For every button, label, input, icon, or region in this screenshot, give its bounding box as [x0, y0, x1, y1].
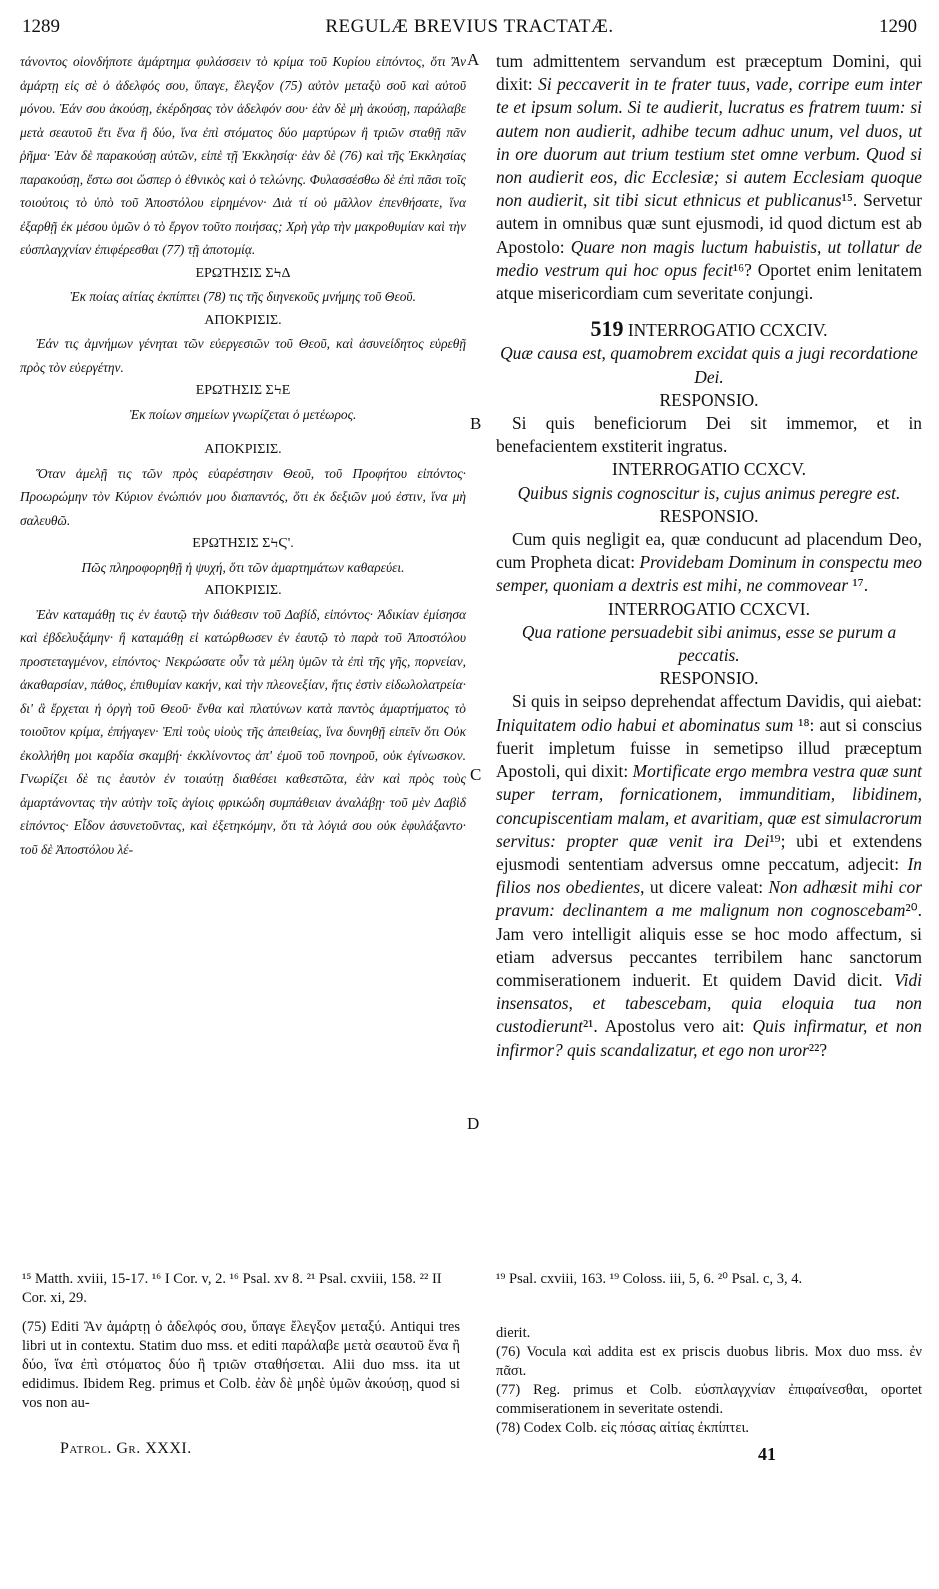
latin-question-heading-294: 519 INTERROGATIO CCXCIV.: [590, 316, 828, 342]
latin-response-heading-294: RESPONSIO.: [659, 389, 759, 410]
note-77: (77) Reg. primus et Colb. εὐσπλαγχνίαν ἐπιφαίνεσθαι, oportet commiserationem in severitate ostendi.: [496, 1382, 922, 1417]
greek-paragraph-1: τάνοντος οἱονδήποτε ἁμάρτημα φυλάσσειν τὸ κρίμα τοῦ Κυρίου εἰπόντος, ὅτι Ἂν ἁμάρτῃ εἰς σὲ ὁ ἀδελφός σου, ὕπαγε, ἔλεγξον (75) αὐτὸν μεταξὺ σοῦ καὶ αὐτοῦ μόνου. Ἐάν σου ἀκούσῃ, ἐκέρδησας τὸν ἀδελφόν σου· ἐὰν δὲ μὴ ἀκούσῃ, παράλαβε μετὰ σεαυτοῦ ἔτι ἕνα ἢ δύο, ἵνα ἐπὶ στόματος δύο μαρτύρων ἢ τριῶν σταθῇ πᾶν ῥῆμα· Ἐὰν δὲ παρακούσῃ αὐτῶν, εἰπὲ τῇ Ἐκκλησίᾳ· ἐὰν δὲ (76) καὶ τῆς Ἐκκλησίας παρακούσῃ, ἔστω σοι ὥσπερ ὁ ἐθνικὸς καὶ ὁ τελώνης. Φυλασσέσθω δὲ ἐπὶ πᾶσι τοῖς τοιούτοις τὸ ὑπὸ τοῦ Ἀποστόλου εἰρημένον· Διὰ τί οὐ μᾶλλον ἐπενθήσατε, ἵνα ἐξαρθῇ ἐκ μέσου ὑμῶν ὁ τὸ ἔργον τοῦτο ποιήσας; Χρὴ γὰρ τὴν μακροθυμίαν καὶ τὴν εὐσπλαγχνίαν ἐπιφέρεσθαι (77) τῇ ἀποτομίᾳ.: [20, 54, 466, 257]
section-number: 519: [590, 316, 624, 342]
running-title: REGULÆ BREVIUS TRACTATÆ.: [325, 16, 614, 37]
latin-answer-294: Si quis beneficiorum Dei sit immemor, et in benefacientem exstiterit ingratus.: [496, 413, 922, 457]
margin-letter-d: D: [467, 1114, 480, 1133]
margin-letter-a: A: [467, 50, 480, 69]
greek-question-heading-296: ΕΡΩΤΗΣΙΣ ΣϞϚ'.: [192, 536, 294, 551]
note-75: (75) Editi Ἂν ἁμάρτῃ ὁ ἀδελφός σου, ὕπαγε ἔλεγξον μεταξύ. Antiqui tres libri ut in contextu. Statim duo mss. et editi παράλαβε μετὰ σεαυτοῦ ἕνα ἢ δύο, ἵνα ἐπὶ στόματος δύο ἢ τριῶν σταθήσεται. Alii duo mss. ita ut edidimus. Ibidem Reg. primus et Colb. ἐὰν δὲ μηδὲ ὑμῶν ἀκούσῃ, quod si vos non au-: [22, 1319, 460, 1411]
greek-question-heading-294: ΕΡΩΤΗΣΙΣ ΣϞΔ: [195, 265, 291, 281]
latin-answer-296: Si quis in seipso deprehendat affectum Davidis, qui aiebat: Iniquitatem odio habui et abominatus sum ¹⁸: aut si conscius fuerit impletum fuisse in semetipso illud præceptum Apostoli, qui dixit: Mortificate ergo membra vestra quæ sunt super terram, fornicationem, immunditiam, libidinem, concupiscentiam malam, et avaritiam, quæ est simulacrorum servitus: propter quæ venit ira Dei¹⁹; ubi et extendens ejusmodi sententiam adversus omne peccatum, adjecit: In filios nos obedientes, ut dicere valeat: Non adhæsit mihi cor pravum: declinantem a me malignum non cognoscebam²⁰. Jam vero intelligit aliquis esse se hoc modo affectum, si etiam adversus peccantes terribilem hanc sanctorum commiserationem induerit. Et quidem David dicit. Vidi insensatos, et tabescebam, quia eloquia tua non custodierunt²¹. Apostolus vero ait: Quis infirmatur, et non infirmor? quis scandalizatur, et ego non uror²²?: [496, 691, 922, 1060]
margin-letter-b: B: [470, 414, 482, 433]
editor-notes-left: [22, 1318, 460, 1413]
latin-question-heading-295: INTERROGATIO CCXCV.: [612, 459, 806, 480]
note-76: (76) Vocula καὶ addita est ex priscis duobus libris. Mox duo mss. ἐν πᾶσι.: [496, 1344, 922, 1379]
latin-question-294: Quæ causa est, quamobrem excidat quis a jugi recordatione Dei.: [500, 343, 918, 387]
gathering-number: 41: [758, 1444, 776, 1464]
latin-answer-295: Cum quis negligit ea, quæ conducunt ad placendum Deo, cum Propheta dicat: Providebam Dominum in conspectu meo semper, quoniam a dextris est mihi, ne commovear ¹⁷.: [496, 529, 922, 596]
latin-column: [496, 50, 922, 1062]
greek-response-heading-295: ΑΠΟΚΡΙΣΙΣ.: [204, 442, 282, 457]
right-page-number: 1290: [879, 16, 917, 37]
margin-letter-c: C: [470, 765, 482, 784]
editor-notes-right: [496, 1324, 922, 1438]
latin-response-heading-295: RESPONSIO.: [659, 505, 759, 526]
greek-answer-296: Ἐὰν καταμάθῃ τις ἐν ἑαυτῷ τὴν διάθεσιν τοῦ Δαβίδ, εἰπόντος· Ἀδικίαν ἐμίσησα καὶ ἐβδελυξάμην· ἢ καταμάθῃ εἰ κατώρθωσεν ἐν ἑαυτῷ τὸ παρὰ τοῦ Ἀποστόλου προστεταγμένον, εἰπόντος· Νεκρώσατε οὖν τὰ μέλη ὑμῶν τὰ ἐπὶ τῆς γῆς, πορνείαν, ἀκαθαρσίαν, πάθος, ἐπιθυμίαν κακήν, καὶ τὴν πλεονεξίαν, ἥτις ἐστὶν εἰδωλολατρεία· δι' ἃ ἔρχεται ἡ ὀργὴ τοῦ Θεοῦ· ἔνθα καὶ πλατύνων κατὰ παντὸς ἁμαρτήματος τὸ τοιοῦτον κρίμα, ἐπήγαγεν· Ἐπὶ τοὺς υἱοὺς τῆς ἀπειθείας, ἵνα δυνηθῇ εἰπεῖν ὅτι Οὐκ ἐκολλήθη μοι καρδία σκαμβή· ἐκκλίνοντος ἀπ' ἐμοῦ τοῦ πονηροῦ, οὐκ ἐγίνωσκον. Γνωρίζει δὲ τις ἑαυτὸν ἐν τοιαύτῃ διαθέσει καθεστῶτα, ἐὰν καὶ πρὸς τοὺς ἁμαρτάνοντας τὴν αὐτὴν τοῖς ἁγίοις φρικώδη συμπάθειαν ἀναλάβῃ· τοῦ μὲν Δαβὶδ εἰπόντος· Εἶδον ἀσυνετοῦντας, καὶ ἐξετηκόμην, ὅτι τὰ λόγιά σου οὐκ ἐφυλάξαντο· τοῦ δὲ Ἀποστόλου λέ-: [20, 606, 466, 857]
latin-response-heading-296: RESPONSIO.: [659, 668, 759, 689]
latin-paragraph-1: tum admittentem servandum est præceptum Domini, qui dixit: Si peccaverit in te frater tuus, vade, corripe eum inter te et ipsum solum. Si te audierit, lucratus es fratrem tuum: si autem non audierit, adhibe tecum adhuc unum, vel duos, ut in ore duorum aut trium testium stet omne verbum. Quod si non audierit eos, dic Ecclesiæ; si autem Ecclesiam quoque non audierit, sit tibi sicut ethnicus et publicanus¹⁵. Servetur autem in omnibus quæ sunt ejusmodi, id quod dictum est ab Apostolo: Quare non magis luctum habuistis, ut tollatur de medio vestrum qui hoc opus fecit¹⁶? Oportet enim lenitatem atque misericordiam cum severitate conjungi.: [496, 51, 923, 304]
scripture-references-left: ¹⁵ Matth. xviii, 15-17. ¹⁶ I Cor. v, 2. ¹⁶ Psal. xv 8. ²¹ Psal. cxviii, 158. ²² II Cor. xi, 29.: [22, 1271, 442, 1306]
greek-question-294: Ἐκ ποίας αἰτίας ἐκπίπτει (78) τις τῆς διηνεκοῦς μνήμης τοῦ Θεοῦ.: [70, 289, 416, 304]
greek-question-295: Ἐκ ποίων σημείων γνωρίζεται ὁ μετέωρος.: [129, 406, 357, 422]
greek-question-heading-295: ΕΡΩΤΗΣΙΣ ΣϞΕ: [195, 383, 291, 398]
left-page-number: 1289: [22, 16, 60, 37]
greek-answer-294: Ἐάν τις ἀμνήμων γένηται τῶν εὐεργεσιῶν τοῦ Θεοῦ, καὶ ἀσυνείδητος εὑρεθῇ πρὸς τὸν εὐεργέτην.: [20, 336, 466, 375]
latin-question-295: Quibus signis cognoscitur is, cujus animus peregre est.: [517, 482, 901, 503]
greek-response-heading-294: ΑΠΟΚΡΙΣΙΣ.: [204, 312, 282, 328]
scripture-references-right: ¹⁹ Psal. cxviii, 163. ¹⁹ Coloss. iii, 5, 6. ²⁰ Psal. c, 3, 4.: [496, 1271, 803, 1287]
latin-question-heading-296: INTERROGATIO CCXCVI.: [608, 598, 810, 619]
greek-question-296: Πῶς πληροφορηθῇ ἡ ψυχή, ὅτι τῶν ἁμαρτημάτων καθαρεύει.: [81, 559, 405, 575]
printer-signature: Patrol. Gr. XXXI.: [60, 1440, 192, 1457]
greek-answer-295: Ὅταν ἀμελῇ τις τῶν πρὸς εὐαρέστησιν Θεοῦ, τοῦ Προφήτου εἰπόντος· Προωρώμην τὸν Κύριον ἐνώπιόν μου διαπαντός, ὅτι ἐκ δεξιῶν μού ἐστιν, ἵνα μὴ σαλευθῶ.: [20, 465, 466, 528]
note-78: (78) Codex Colb. εἰς πόσας αἰτίας ἐκπίπτει.: [496, 1420, 749, 1436]
latin-question-296: Qua ratione persuadebit sibi animus, esse se purum a peccatis.: [521, 621, 897, 666]
greek-column: [20, 50, 466, 861]
note-75-continued: dierit.: [496, 1325, 531, 1341]
running-header: [22, 16, 917, 40]
greek-response-heading-296: ΑΠΟΚΡΙΣΙΣ.: [204, 583, 282, 598]
